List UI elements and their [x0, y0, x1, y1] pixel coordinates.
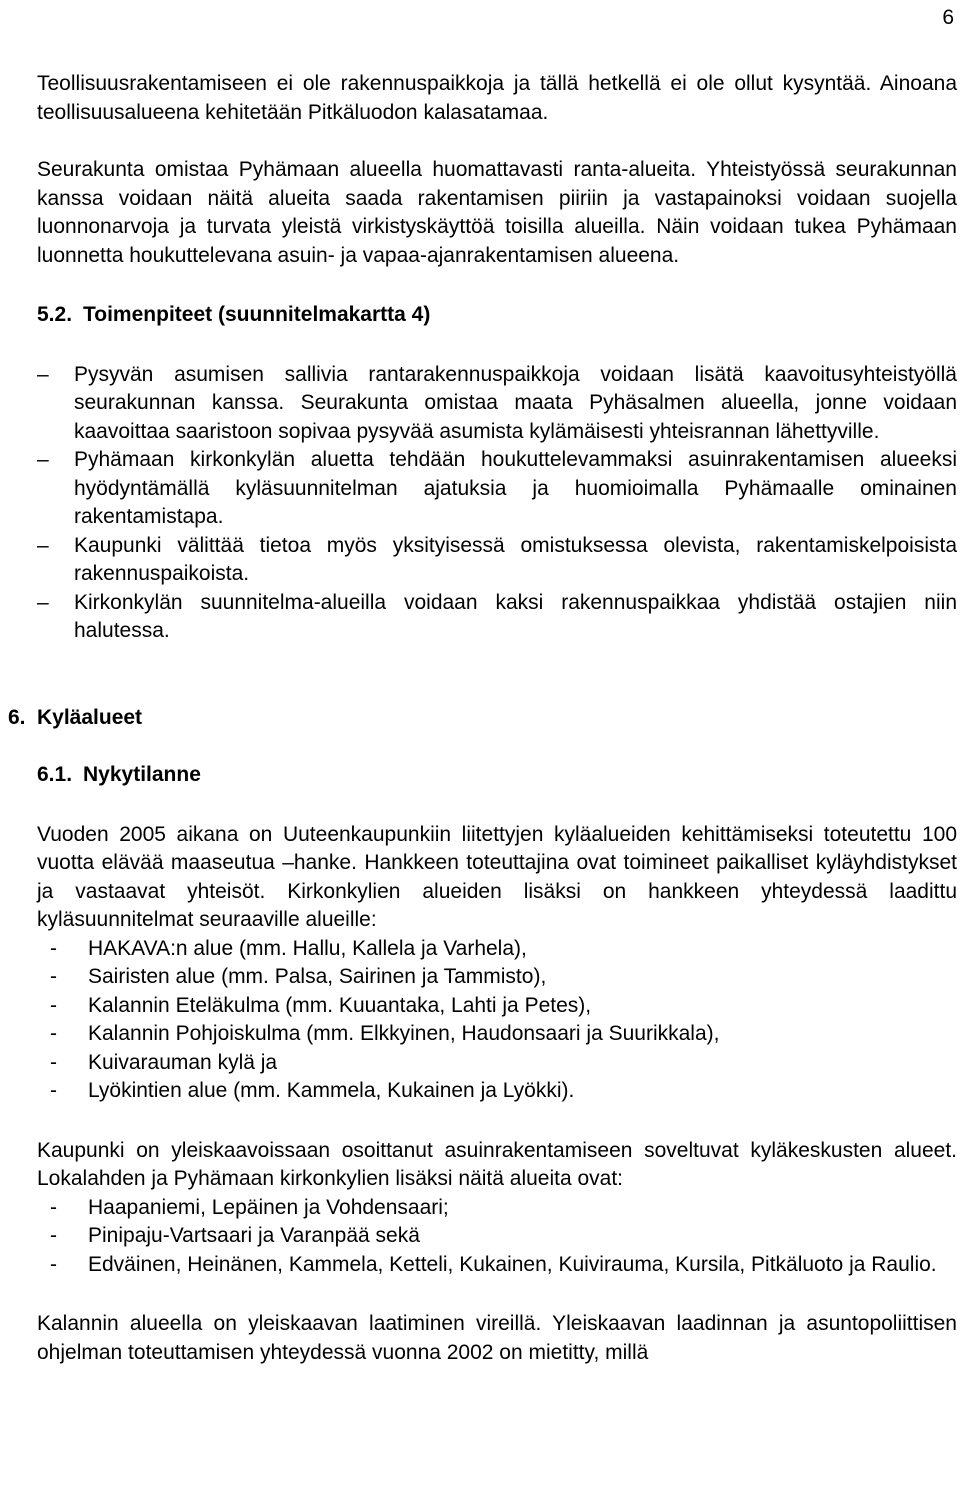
heading-6-1-number: 6.1. [37, 763, 73, 786]
page-number: 6 [942, 6, 954, 29]
list-item-text: HAKAVA:n alue (mm. Hallu, Kallela ja Varhela), [88, 936, 527, 960]
paragraph-kalanti: Kalannin alueella on yleiskaavan laatiminen vireillä. Yleiskaavan laadinnan ja asuntopoliittisen ohjelman toteuttamisen yhteydessä vuonna 2002 on mietitty, millä [37, 1312, 957, 1364]
heading-6-1 [37, 761, 957, 790]
list-item [37, 1049, 957, 1078]
list-item [37, 1222, 957, 1251]
list-item-text: Pinipaju-Vartsaari ja Varanpää sekä [88, 1224, 420, 1247]
list-item [37, 935, 957, 964]
document-body [8, 70, 957, 1367]
list-item [37, 1194, 957, 1223]
dash-bullet: – [37, 362, 49, 386]
village-plan-list [37, 935, 957, 1106]
measures-list [37, 361, 957, 646]
list-item [37, 446, 957, 532]
dash-bullet: – [37, 590, 49, 614]
hyphen-bullet: - [50, 936, 57, 960]
dash-bullet: – [37, 448, 49, 471]
hyphen-bullet: - [50, 965, 57, 988]
list-item-text: Pyhämaan kirkonkylän aluetta tehdään houkuttelevammaksi asuinrakentamisen alueeksi hyödyntämällä kyläsuunnitelman ajatuksia ja huomioimalla Pyhämaalle ominainen rakentamistapa. [74, 448, 957, 528]
list-item-text: Kirkonkylän suunnitelma-alueilla voidaan kaksi rakennuspaikkaa yhdistää ostajien niin halutessa. [74, 590, 957, 642]
list-item-text: Kalannin Pohjoiskulma (mm. Elkkyinen, Haudonsaari ja Suurikkala), [88, 1022, 720, 1045]
hyphen-bullet: - [50, 1195, 57, 1219]
list-item [37, 361, 957, 447]
heading-6-title: Kyläalueet [37, 705, 143, 729]
list-item-text: Haapaniemi, Lepäinen ja Vohdensaari; [88, 1195, 449, 1219]
list-item [37, 532, 957, 589]
paragraph-village-project: Vuoden 2005 aikana on Uuteenkaupunkiin liitettyjen kyläalueiden kehittämiseksi toteutettu 100 vuotta elävää maaseutua –hanke. Hankkeen toteuttajina ovat toimineet paikalliset kyläyhdistykset ja vastaavat yhteisöt. Kirkonkylien alueiden lisäksi on hankkeen yhteydessä laadittu kyläsuunnitelmat seuraaville alueille: [37, 822, 957, 931]
paragraph-industrial: Teollisuusrakentamiseen ei ole rakennuspaikkoja ja tällä hetkellä ei ole ollut kysyntää. Ainoana teollisuusalueena kehitetään Pitkäluodon kalasatamaa. [37, 72, 957, 124]
hyphen-bullet: - [50, 993, 57, 1017]
heading-5-2-number: 5.2. [37, 303, 73, 326]
dash-bullet: – [37, 533, 49, 557]
list-item-text: Kuivarauman kylä ja [88, 1050, 278, 1074]
list-item-text: Pysyvän asumisen sallivia rantarakennuspaikkoja voidaan lisätä kaavoitusyhteistyöllä seurakunnan kanssa. Seurakunta omistaa maata Pyhäsalmen alueella, jonne voidaan kaavoittaa saaristoon sopivaa pysyvää asumista kylämäisesti yhteisrannan lähettyville. [74, 362, 957, 443]
heading-5-2-title: Toimenpiteet (suunnitelmakartta 4) [83, 303, 431, 326]
hyphen-bullet: - [50, 1224, 57, 1247]
list-item-text: Kalannin Eteläkulma (mm. Kuuantaka, Lahti ja Petes), [88, 993, 592, 1017]
list-item [37, 992, 957, 1021]
hyphen-bullet: - [50, 1079, 57, 1102]
paragraph-village-centres: Kaupunki on yleiskaavoissaan osoittanut asuinrakentamiseen soveltuvat kyläkeskusten alueet. Lokalahden ja Pyhämaan kirkonkylien lisäksi näitä alueita ovat: [37, 1138, 957, 1190]
list-item-text: Kaupunki välittää tietoa myös yksityisessä omistuksessa olevista, rakentamiskelpoisista rakennuspaikoista. [74, 533, 957, 585]
list-item [37, 963, 957, 992]
list-item [37, 1020, 957, 1049]
list-item [37, 1251, 957, 1280]
list-item-text: Sairisten alue (mm. Palsa, Sairinen ja Tammisto), [88, 965, 547, 988]
list-item [37, 589, 957, 646]
hyphen-bullet: - [50, 1050, 57, 1074]
list-item-text: Edväinen, Heinänen, Kammela, Ketteli, Kukainen, Kuiviraumа, Kursila, Pitkäluoto ja Raulio. [88, 1252, 937, 1276]
hyphen-bullet: - [50, 1252, 57, 1276]
heading-6-1-title: Nykytilanne [83, 763, 201, 786]
heading-5-2 [37, 301, 957, 330]
heading-6-number: 6. [8, 705, 26, 729]
heading-6 [8, 704, 957, 733]
list-item-text: Lyökintien alue (mm. Kammela, Kukainen ja Lyökki). [88, 1079, 575, 1102]
village-centres-list [37, 1194, 957, 1280]
hyphen-bullet: - [50, 1022, 57, 1045]
paragraph-parish: Seurakunta omistaa Pyhämaan alueella huomattavasti ranta-alueita. Yhteistyössä seurakunnan kanssa voidaan näitä alueita saada rakentamisen piiriin ja vastapainoksi voidaan suojella luonnonarvoja ja turvata yleistä virkistyskäyttöä toisilla alueilla. Näin voidaan tukea Pyhämaan luonnetta houkuttelevana asuin- ja vapaa-ajanrakentamisen alueena. [37, 158, 957, 267]
list-item [37, 1077, 957, 1106]
